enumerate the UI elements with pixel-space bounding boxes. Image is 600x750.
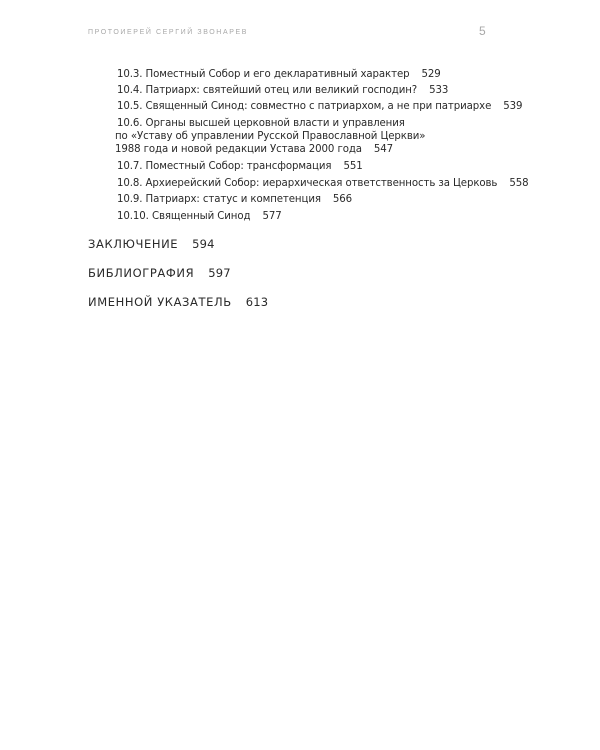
toc-entry-page: 566 [332,194,353,205]
toc-entry-page: 594 [192,237,215,251]
toc-entry-title: БИБЛИОГРАФИЯ [88,266,195,280]
toc-entry-bibliography [88,264,231,282]
running-head: ПРОТОИЕРЕЙ СЕРГИЙ ЗВОНАРЕВ [88,29,249,36]
toc-entry-title: 10.3. Поместный Собор и его декларативный характер [117,69,410,80]
toc-entry-conclusion [88,235,215,253]
toc-entry-page: 577 [262,211,282,222]
page-number: 5 [479,24,486,38]
toc-entry-name-index [88,293,268,311]
toc-entry-10-8 [117,176,528,192]
toc-entry-title: 10.9. Патриарх: статус и компетенция [117,194,321,205]
toc-entry-10-6-line-3 [115,142,393,158]
toc-entry-title: 10.10. Священный Синод [117,211,251,222]
toc-entry-page: 597 [208,266,231,280]
toc-entry-10-9 [117,192,352,208]
toc-entry-10-4 [117,83,448,99]
toc-entry-page: 551 [343,161,363,172]
toc-entry-title: ЗАКЛЮЧЕНИЕ [88,237,179,251]
toc-entry-10-10 [117,209,282,225]
toc-entry-title: 10.4. Патриарх: святейший отец или великий господин? [117,85,418,96]
toc-entry-10-5 [117,99,522,115]
toc-entry-page: 539 [503,101,523,112]
toc-entry-title: 10.8. Архиерейский Собор: иерархическая ответственность за Церковь [117,178,498,189]
toc-entry-10-7 [117,159,363,175]
toc-entry-title: 10.7. Поместный Собор: трансформация [117,161,332,172]
toc-entry-page: 533 [429,85,449,96]
toc-entry-title: 1988 года и новой редакции Устава 2000 года [115,144,362,155]
toc-entry-title: ИМЕННОЙ УКАЗАТЕЛЬ [88,295,232,309]
toc-entry-10-3 [117,67,441,83]
toc-entry-page: 558 [509,178,529,189]
toc-entry-page: 613 [245,295,269,309]
toc-entry-title: 10.6. Органы высшей церковной власти и управления [117,118,405,129]
toc-entry-title: по «Уставу об управлении Русской Православной Церкви» [115,131,426,142]
toc-entry-title: 10.5. Священный Синод: совместно с патриархом, а не при патриархе [117,101,492,112]
toc-entry-page: 547 [373,144,394,155]
toc-entry-page: 529 [421,69,441,80]
